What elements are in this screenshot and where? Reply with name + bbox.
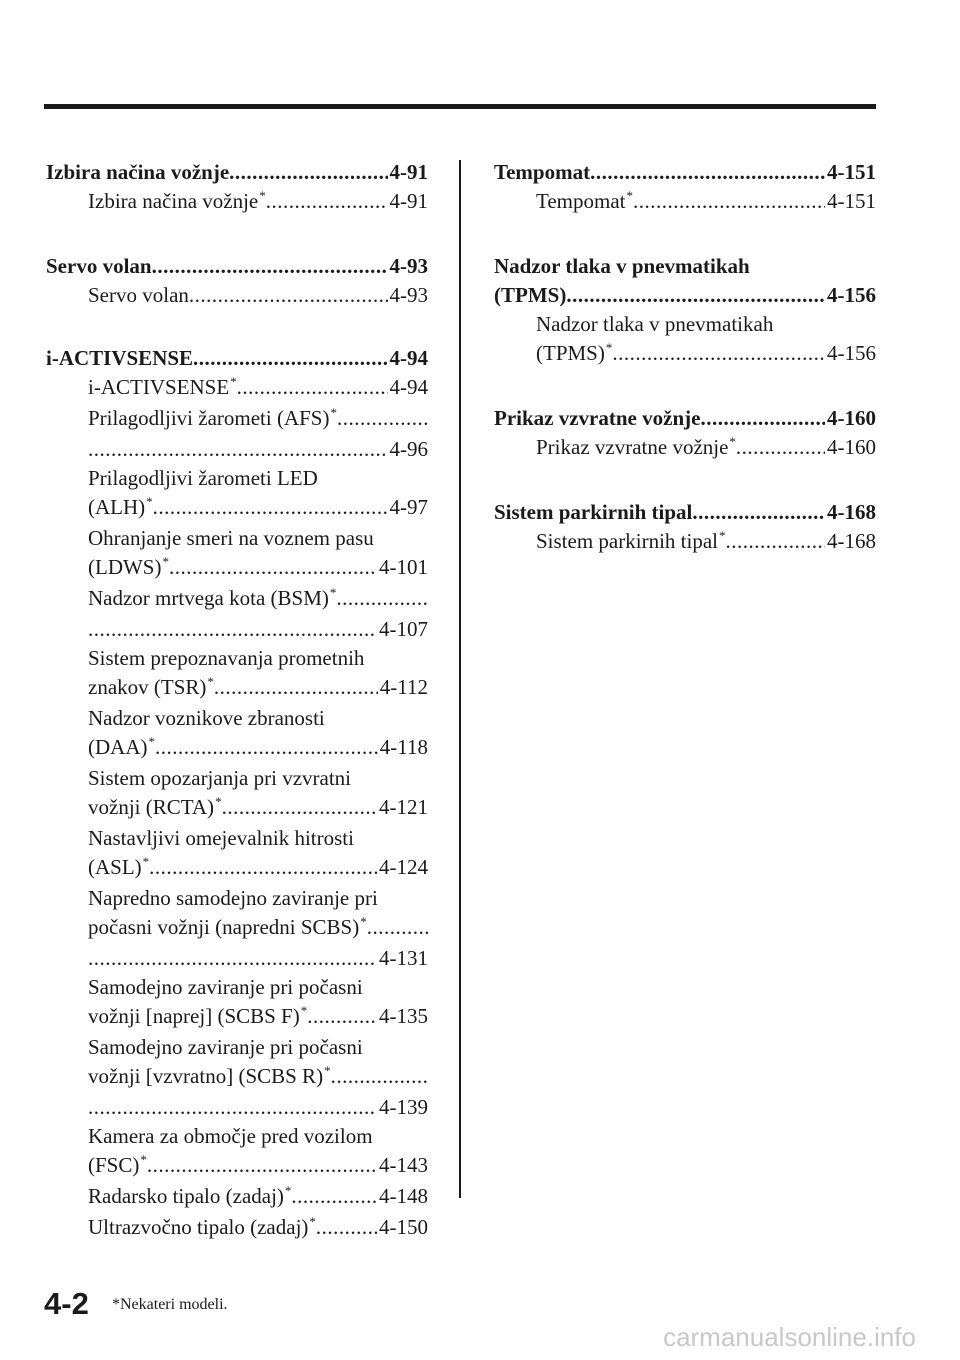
toc-entry-line [46, 1062, 428, 1093]
toc-entry-text: (DAA) [88, 735, 148, 759]
page-ref: 4-118 [379, 735, 428, 759]
column-divider [459, 160, 461, 1198]
page-ref: 4-160 [827, 406, 876, 430]
dot-leader [147, 1151, 377, 1180]
toc-entry [46, 644, 428, 704]
toc-entry-text: Samodejno zaviranje pri počasni [88, 1035, 363, 1059]
dot-leader [337, 404, 428, 433]
footnote-asterisk: * [142, 854, 150, 869]
footnote-asterisk: * [162, 554, 169, 569]
toc-entry-line [46, 793, 428, 824]
toc-heading-text: Tempomat [494, 160, 591, 184]
toc-entry [46, 1182, 428, 1213]
page-ref: 4-168 [827, 529, 876, 553]
toc-entry-text: (FSC) [88, 1153, 140, 1177]
toc-entry [46, 187, 428, 218]
page-ref: 4-156 [827, 283, 876, 307]
toc-entry-line [46, 973, 428, 1002]
toc-entry [494, 310, 876, 370]
toc-entry [46, 824, 428, 884]
toc-entry [46, 373, 428, 404]
toc-entry-line [46, 1002, 428, 1033]
toc-entry-line [46, 853, 428, 884]
page-ref: 4-156 [827, 341, 876, 365]
toc-entry-text: znakov (TSR) [88, 675, 207, 699]
toc-entry-line [46, 673, 428, 704]
page-ref: 4-135 [379, 1004, 428, 1028]
footnote-asterisk: * [329, 585, 337, 600]
toc-entry-line [46, 884, 428, 913]
toc-entry-text: Nastavljivi omejevalnik hitrosti [88, 826, 354, 850]
page-ref: 4-96 [389, 437, 428, 461]
footnote-asterisk: * [300, 1003, 308, 1018]
dot-leader [88, 435, 388, 464]
footnote-asterisk: * [309, 1214, 316, 1229]
toc-entry-text: (ASL) [88, 855, 142, 879]
dot-leader [229, 158, 387, 187]
toc-entry-line [46, 913, 428, 944]
toc-entry-line [46, 644, 428, 673]
dot-leader [692, 498, 825, 527]
page-ref: 4-148 [379, 1184, 428, 1208]
toc-entry-text: Nadzor tlaka v pnevmatikah [536, 312, 774, 336]
dot-leader [566, 281, 825, 310]
dot-leader [88, 615, 377, 644]
toc-entry-line [494, 433, 876, 464]
toc-entry-line [46, 1122, 428, 1151]
page-ref: 4-94 [389, 375, 428, 399]
page-ref: 4-93 [389, 254, 428, 278]
dot-leader [214, 673, 378, 702]
footnote-asterisk: * [284, 1183, 292, 1198]
toc-entry-text: Ultrazvočno tipalo (zadaj) [88, 1215, 309, 1239]
toc-section [46, 344, 428, 1244]
toc-entry-line [46, 584, 428, 615]
toc-entry [46, 1033, 428, 1122]
dot-leader [307, 1002, 377, 1031]
footnote-asterisk: * [605, 340, 613, 355]
footnote-asterisk: * [360, 914, 367, 929]
toc-entry [46, 764, 428, 824]
toc-section [494, 252, 876, 370]
page-ref: 4-121 [379, 795, 428, 819]
toc-entry-line [46, 187, 428, 218]
toc-heading-line [46, 158, 428, 187]
toc-heading-text: Nadzor tlaka v pnevmatikah [494, 254, 750, 278]
dot-leader [316, 1213, 377, 1242]
toc-entry-text: Izbira načina vožnje [88, 189, 259, 213]
toc-entry-line [46, 704, 428, 733]
toc-section [494, 498, 876, 558]
dot-leader [633, 187, 825, 216]
toc-entry-line [46, 1093, 428, 1122]
toc-entry-text: Sistem opozarjanja pri vzvratni [88, 766, 352, 790]
footnote: *Nekateri modeli. [112, 1296, 228, 1313]
dot-leader [700, 404, 825, 433]
toc-entry-line [46, 1182, 428, 1213]
page-ref: 4-93 [389, 283, 428, 307]
toc-entry [46, 704, 428, 764]
dot-leader [193, 344, 387, 373]
toc-entry-text: Sistem prepoznavanja prometnih [88, 646, 365, 670]
toc-heading-text: Sistem parkirnih tipal [494, 500, 693, 524]
toc-heading-text: (TPMS) [494, 283, 567, 307]
toc-entry-text: Nadzor mrtvega kota (BSM) [88, 586, 329, 610]
page-ref: 4-91 [389, 189, 428, 213]
toc-left-column [46, 158, 428, 1278]
dot-leader [612, 339, 825, 368]
toc-heading-line [494, 252, 876, 281]
toc-section [46, 252, 428, 310]
toc-entry [46, 973, 428, 1033]
toc-entry-text: Radarsko tipalo (zadaj) [88, 1184, 284, 1208]
toc-entry-text: Kamera za območje pred vozilom [88, 1124, 373, 1148]
page-ref: 4-101 [379, 555, 428, 579]
toc-heading-text: i-ACTIVSENSE [46, 346, 194, 370]
page-ref: 4-124 [379, 855, 428, 879]
page-ref: 4-151 [827, 189, 876, 213]
toc-section [494, 158, 876, 218]
toc-heading-line [494, 404, 876, 433]
toc-entry [46, 584, 428, 644]
toc-section [46, 158, 428, 218]
page-ref: 4-150 [379, 1215, 428, 1239]
dot-leader [189, 281, 388, 310]
page-ref: 4-160 [827, 435, 876, 459]
page-ref: 4-168 [827, 500, 876, 524]
toc-entry-text: (TPMS) [536, 341, 605, 365]
toc-entry-text: Servo volan [88, 283, 189, 307]
toc-heading-line [46, 252, 428, 281]
footnote-asterisk: * [215, 794, 222, 809]
page-number: 4-2 [44, 1286, 89, 1321]
dot-leader [222, 793, 377, 822]
toc-heading-line [494, 281, 876, 310]
toc-entry-text: Napredno samodejno zaviranje pri [88, 886, 378, 910]
toc-entry-text: i-ACTIVSENSE [88, 375, 230, 399]
dot-leader [266, 187, 388, 216]
dot-leader [169, 553, 377, 582]
toc-entry-line [46, 281, 428, 310]
toc-entry [494, 527, 876, 558]
page-ref: 4-91 [389, 160, 428, 184]
page-ref: 4-151 [827, 160, 876, 184]
toc-entry-text: Tempomat [536, 189, 626, 213]
toc-entry [46, 524, 428, 584]
dot-leader [88, 1093, 377, 1122]
dot-leader [88, 944, 377, 973]
footnote-asterisk: * [259, 188, 266, 203]
toc-entry-text: Ohranjanje smeri na voznem pasu [88, 526, 374, 550]
toc-entry-line [46, 553, 428, 584]
page-ref: 4-107 [379, 617, 428, 641]
toc-entry-line [494, 527, 876, 558]
page-ref: 4-97 [389, 495, 428, 519]
page-ref: 4-139 [379, 1095, 428, 1119]
dot-leader [336, 584, 428, 613]
dot-leader [237, 373, 388, 402]
toc-entry-line [46, 1033, 428, 1062]
toc-entry-line [494, 187, 876, 218]
footnote-asterisk: * [330, 405, 337, 420]
toc-entry [494, 187, 876, 218]
page-ref: 4-143 [379, 1153, 428, 1177]
toc-heading-text: Prikaz vzvratne vožnje [494, 406, 701, 430]
toc-entry-line [46, 824, 428, 853]
watermark: carmanualsonline.info [663, 1322, 916, 1352]
toc-entry-text: vožnji (RCTA) [88, 795, 215, 819]
toc-entry-line [46, 615, 428, 644]
toc-entry-line [46, 524, 428, 553]
page-ref: 4-131 [379, 946, 428, 970]
toc-entry-text: Prikaz vzvratne vožnje [536, 435, 729, 459]
toc-entry-line [46, 1213, 428, 1244]
toc-entry [46, 1122, 428, 1182]
top-rule [44, 104, 876, 109]
toc-entry-line [46, 944, 428, 973]
footnote-asterisk: * [207, 674, 214, 689]
toc-entry [46, 464, 428, 524]
toc-entry-text: Nadzor voznikove zbranosti [88, 706, 325, 730]
toc-entry [46, 404, 428, 464]
toc-entry-text: vožnji [vzvratno] (SCBS R) [88, 1064, 324, 1088]
toc-entry-line [46, 404, 428, 435]
toc-entry-text: Sistem parkirnih tipal [536, 529, 718, 553]
toc-entry-line [46, 464, 428, 493]
toc-entry-text: (LDWS) [88, 555, 162, 579]
toc-heading-line [46, 344, 428, 373]
toc-heading-text: Servo volan [46, 254, 152, 278]
footnote-asterisk: * [324, 1063, 331, 1078]
toc-entry [46, 1213, 428, 1244]
dot-leader [367, 913, 428, 942]
footnote-asterisk: * [146, 494, 153, 509]
toc-entry-line [494, 339, 876, 370]
toc-entry-line [46, 764, 428, 793]
dot-leader [153, 493, 388, 522]
toc-entry-line [494, 310, 876, 339]
dot-leader [331, 1062, 428, 1091]
dot-leader [590, 158, 825, 187]
dot-leader [725, 527, 825, 556]
page-ref: 4-112 [379, 675, 428, 699]
toc-heading-line [494, 158, 876, 187]
dot-leader [155, 733, 378, 762]
toc-entry-text: počasni vožnji (napredni SCBS) [88, 915, 360, 939]
page-ref: 4-94 [389, 346, 428, 370]
dot-leader [736, 433, 825, 462]
toc-entry-line [46, 373, 428, 404]
dot-leader [291, 1182, 377, 1211]
toc-entry-text: vožnji [naprej] (SCBS F) [88, 1004, 300, 1028]
dot-leader [152, 252, 388, 281]
footnote-asterisk: * [729, 434, 736, 449]
toc-entry-line [46, 733, 428, 764]
footnote-asterisk: * [148, 734, 155, 749]
toc-entry-line [46, 493, 428, 524]
toc-entry-text: Prilagodljivi žarometi (AFS) [88, 406, 330, 430]
toc-entry-text: Samodejno zaviranje pri počasni [88, 975, 363, 999]
toc-entry-text: (ALH) [88, 495, 146, 519]
toc-entry-text: Prilagodljivi žarometi LED [88, 466, 318, 490]
footnote-asterisk: * [230, 374, 237, 389]
toc-entry-line [46, 435, 428, 464]
toc-entry-line [46, 1151, 428, 1182]
toc-section [494, 404, 876, 464]
dot-leader [149, 853, 377, 882]
toc-entry [494, 433, 876, 464]
footnote-asterisk: * [140, 1152, 147, 1167]
toc-entry [46, 281, 428, 310]
toc-right-column [494, 158, 876, 592]
toc-entry [46, 884, 428, 973]
toc-heading-text: Izbira načina vožnje [46, 160, 230, 184]
footnote-asterisk: * [718, 528, 726, 543]
footnote-asterisk: * [626, 188, 634, 203]
toc-heading-line [494, 498, 876, 527]
